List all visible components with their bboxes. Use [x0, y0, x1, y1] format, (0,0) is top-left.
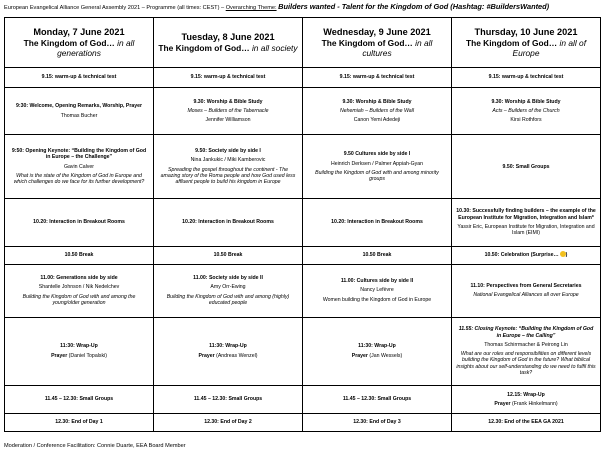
session-cell: 11.00: Generations side by side Shantelle Johnson / Nik Nedelchev Building the Kingdom of God with and among the young/older generation [5, 264, 154, 317]
wrapup-cell: 11:30: Wrap-Up Prayer (Daniel Topalski) [5, 317, 154, 385]
wrapup-cell: 11:30: Wrap-Up Prayer (Jan Wessels) [303, 317, 452, 385]
programme-header [4, 3, 601, 12]
break-cell: 10.50 Break [154, 246, 303, 264]
small-groups-cell: 11.45 – 12.30: Small Groups [303, 385, 452, 413]
session-cell: 9.50: Society side by side I Nina Jankukic / Miki Kamberovic Spreading the gospel throughout the continent - The amazing story of the Roma people and how God used less affluent people to build his kingdom in Europe [154, 135, 303, 199]
session-cell: 10.30: Successfully finding builders – the example of the European Institute for Migration, Integration and Islam* Yassir Eric, European Institute for Migration, Integration and Islam (EIMI) [452, 199, 601, 246]
day-header-wednesday [303, 18, 452, 68]
break-cell: 10.50 Break [5, 246, 154, 264]
end-cell: 12.30: End of Day 2 [154, 413, 303, 431]
warmup-cell: 9.15: warm-up & technical test [154, 68, 303, 88]
day-header-thursday [452, 18, 601, 68]
end-cell: 12.30: End of Day 3 [303, 413, 452, 431]
day-date: Wednesday, 9 June 2021 [323, 27, 431, 38]
session-cell: 9:50: Opening Keynote: “Building the Kingdom of God in Europe – the Challenge” Gavin Calver What is the state of the Kingdom of God in Europe and which challenges do we face for its further development? [5, 135, 154, 199]
session-cell: 9.30: Worship & Bible Study Acts – Builders of the Church Kirsi Rothfors [452, 88, 601, 135]
day-date: Thursday, 10 June 2021 [474, 27, 578, 38]
wrapup-cell: 12.15: Wrap-Up Prayer (Frank Hinkelmann) [452, 385, 601, 413]
session-cell: 11.00: Cultures side by side II Nancy Lefèvre Women building the Kingdom of God in Europe [303, 264, 452, 317]
end-cell: 12.30: End of Day 1 [5, 413, 154, 431]
small-groups-cell: 11.45 – 12.30: Small Groups [154, 385, 303, 413]
header-prefix: European Evangelical Alliance General Assembly 2021 – Programme (all times: CEST) – [4, 5, 226, 11]
session-cell: 11.00: Society side by side II Amy Orr-Ewing Building the Kingdom of God with and among (highly) educated people [154, 264, 303, 317]
breakout-cell: 10.20: Interaction in Breakout Rooms [5, 199, 154, 246]
end-cell: 12.30: End of the EEA GA 2021 [452, 413, 601, 431]
session-cell: 9.50 Cultures side by side I Heinrich Derksen / Palmer Appiah-Gyan Building the Kingdom of God with and among minority groups [303, 135, 452, 199]
wrapup-cell: 11:30: Wrap-Up Prayer (Andreas Wenzel) [154, 317, 303, 385]
session-cell: 9.30: Worship & Bible Study Moses – Builders of the Tabernacle Jennifer Williamson [154, 88, 303, 135]
day-theme: The Kingdom of God… in all generations [23, 38, 135, 59]
day-header-tuesday [154, 18, 303, 68]
day-header-monday [5, 18, 154, 68]
breakout-cell: 10.20: Interaction in Breakout Rooms [154, 199, 303, 246]
celebration-cell: 10.50: Celebration (Surprise… ) [452, 246, 601, 264]
session-cell: 9.50: Small Groups [452, 135, 601, 199]
session-cell: 9.30: Worship & Bible Study Nehemiah – Builders of the Wall Canon Yemi Adedeji [303, 88, 452, 135]
warmup-cell: 9.15: warm-up & technical test [5, 68, 154, 88]
overarching-theme: Builders wanted - Talent for the Kingdom of God (Hashtag: #BuildersWanted) [278, 2, 550, 11]
small-groups-cell: 11.45 – 12.30: Small Groups [5, 385, 154, 413]
breakout-cell: 10.20: Interaction in Breakout Rooms [303, 199, 452, 246]
warmup-cell: 9.15: warm-up & technical test [452, 68, 601, 88]
session-cell: 11.10: Perspectives from General Secretaries National Evangelical Alliances all over Europe [452, 264, 601, 317]
day-date: Monday, 7 June 2021 [33, 27, 125, 38]
day-theme: The Kingdom of God… in all of Europe [465, 38, 587, 59]
session-cell: 9:30: Welcome, Opening Remarks, Worship, Prayer Thomas Bucher [5, 88, 154, 135]
day-date: Tuesday, 8 June 2021 [181, 32, 275, 43]
closing-keynote-cell: 11.55: Closing Keynote: “Building the Kingdom of God in Europe – the Calling” Thomas Schirrmacher & Peirong Lin What are our roles and responsibilities on different levels building the Kingdom of God in the future? What biblical insights about our self-understanding do we need to fulfil this task? [452, 317, 601, 385]
break-cell: 10.50 Break [303, 246, 452, 264]
moderation-footer: Moderation / Conference Facilitation: Connie Duarte, EEA Board Member [4, 443, 186, 449]
theme-label: Overarching Theme: [225, 5, 277, 11]
day-theme: The Kingdom of God… in all society [158, 43, 298, 54]
warmup-cell: 9.15: warm-up & technical test [303, 68, 452, 88]
programme-table [4, 17, 601, 432]
day-theme: The Kingdom of God… in all cultures [321, 38, 433, 59]
